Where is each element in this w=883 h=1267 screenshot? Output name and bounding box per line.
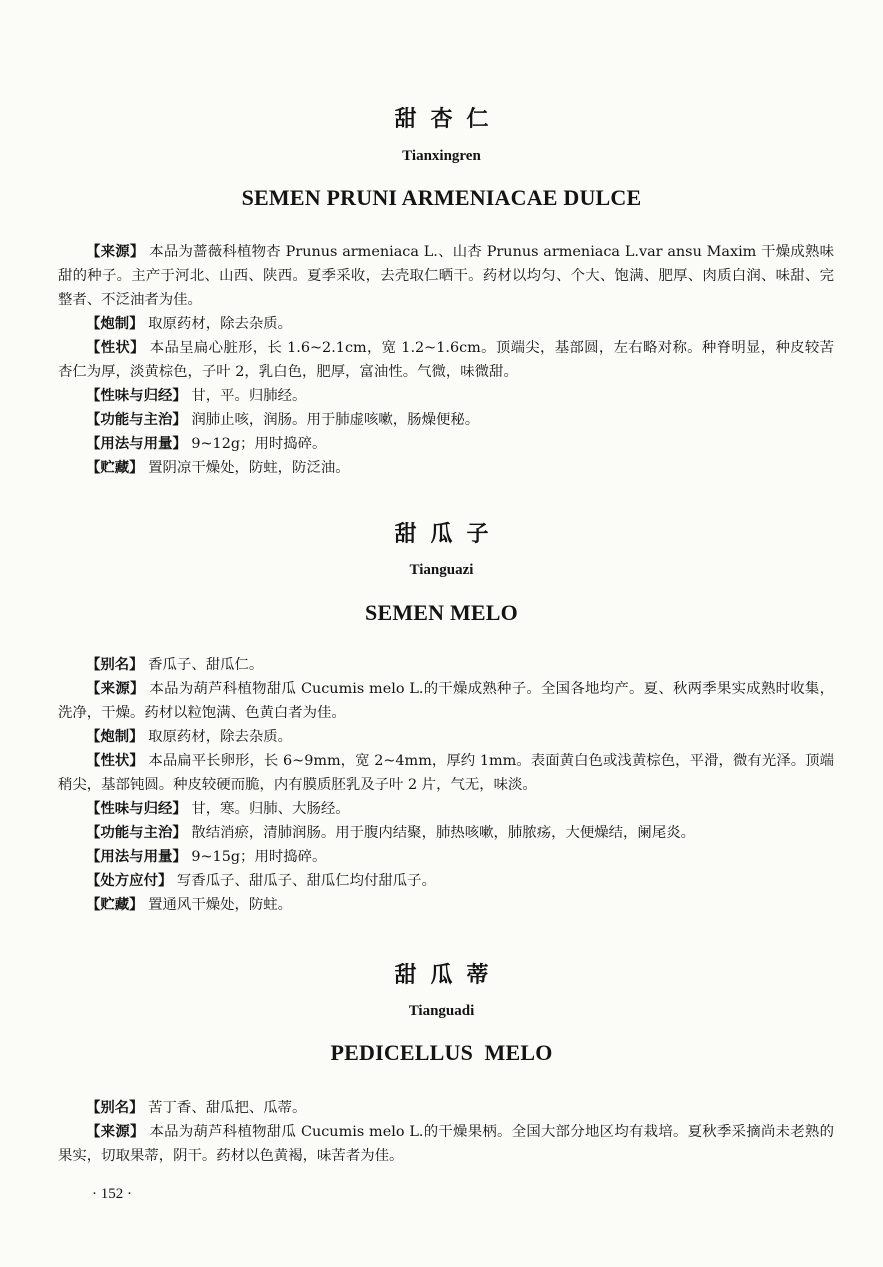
paragraph-tag: 【来源】 bbox=[86, 681, 145, 697]
paragraph-tag: 【性状】 bbox=[86, 753, 144, 769]
paragraph-tag: 【性味与归经】 bbox=[86, 801, 187, 817]
paragraph-tag: 【用法与用量】 bbox=[86, 436, 187, 452]
entry-paragraph bbox=[58, 893, 834, 917]
paragraph-text: 润肺止咳，润肠。用于肺虚咳嗽，肠燥便秘。 bbox=[186, 412, 480, 428]
entry-paragraph bbox=[58, 1120, 834, 1168]
paragraph-text: 取原药材，除去杂质。 bbox=[143, 316, 293, 332]
paragraph-text: 取原药材，除去杂质。 bbox=[143, 729, 293, 745]
entry-paragraph bbox=[58, 312, 834, 336]
entry-title-pinyin: Tianguazi bbox=[409, 562, 474, 578]
entry-paragraph bbox=[58, 821, 834, 845]
paragraph-tag: 【功能与主治】 bbox=[86, 825, 187, 841]
paragraph-tag: 【处方应付】 bbox=[86, 873, 173, 889]
entry-title-latin: SEMEN PRUNI ARMENIACAE DULCE bbox=[241, 185, 642, 210]
entry-title-chinese: 甜瓜蒂 bbox=[394, 963, 503, 988]
paragraph-text: 甘，平。归肺经。 bbox=[186, 388, 307, 404]
entry-paragraph bbox=[58, 869, 834, 893]
paragraph-text: 本品呈扁心脏形，长 1.6~2.1cm，宽 1.2~1.6cm。顶端尖，基部圆，左右略对称。种脊明显，种皮较苦杏仁为厚，淡黄棕色，子叶 2，乳白色，肥厚，富油性。气微，味微甜。 bbox=[58, 340, 834, 380]
paragraph-text: 苦丁香、甜瓜把、瓜蒂。 bbox=[143, 1100, 307, 1116]
paragraph-tag: 【炮制】 bbox=[86, 729, 144, 745]
paragraph-text: 本品为蔷薇科植物杏 Prunus armeniaca L.、山杏 Prunus armeniaca L.var ansu Maxim 干燥成熟味甜的种子。主产于河北、山西、陕西。夏季采收，去壳取仁晒干。药材以均匀、个大、饱满、肥厚、肉质白润、味甜、完整者、不泛油者为佳。 bbox=[58, 244, 834, 308]
paragraph-tag: 【贮藏】 bbox=[86, 460, 144, 476]
paragraph-text: 甘，寒。归肺、大肠经。 bbox=[186, 801, 350, 817]
paragraph-tag: 【性状】 bbox=[86, 340, 145, 356]
entry-title-pinyin: Tianguadi bbox=[408, 1003, 475, 1019]
paragraph-text: 香瓜子、甜瓜仁。 bbox=[143, 657, 264, 673]
paragraph-text: 写香瓜子、甜瓜子、甜瓜仁均付甜瓜子。 bbox=[172, 873, 436, 889]
paragraph-text: 本品扁平长卵形，长 6~9mm，宽 2~4mm，厚约 1mm。表面黄白色或浅黄棕色，平滑，微有光泽。顶端稍尖，基部钝圆。种皮较硬而脆，内有膜质胚乳及子叶 2 片，气无，味淡。 bbox=[58, 753, 834, 793]
paragraph-tag: 【炮制】 bbox=[86, 316, 144, 332]
paragraph-text: 9~12g；用时捣碎。 bbox=[186, 436, 327, 452]
entry-title-pinyin: Tianxingren bbox=[402, 148, 481, 164]
paragraph-text: 本品为葫芦科植物甜瓜 Cucumis melo L.的干燥成熟种子。全国各地均产。夏、秋两季果实成熟时收集，洗净，干燥。药材以粒饱满、色黄白者为佳。 bbox=[58, 681, 834, 721]
entry-paragraph bbox=[58, 240, 834, 312]
entry-title-chinese: 甜杏仁 bbox=[394, 107, 503, 132]
paragraph-text: 置通风干燥处，防蛀。 bbox=[143, 897, 293, 913]
entry-paragraph bbox=[58, 797, 834, 821]
entry-paragraph bbox=[58, 408, 834, 432]
entry-paragraph bbox=[58, 1096, 834, 1120]
paragraph-text: 9~15g；用时捣碎。 bbox=[186, 849, 327, 865]
paragraph-tag: 【来源】 bbox=[86, 244, 145, 260]
entry-paragraph bbox=[58, 336, 834, 384]
entry-paragraph bbox=[58, 456, 834, 480]
paragraph-tag: 【别名】 bbox=[86, 657, 144, 673]
entry-paragraph bbox=[58, 725, 834, 749]
entry-paragraph bbox=[58, 845, 834, 869]
paragraph-text: 本品为葫芦科植物甜瓜 Cucumis melo L.的干燥果柄。全国大部分地区均有栽培。夏秋季采摘尚未老熟的果实，切取果蒂，阴干。药材以色黄褐，味苦者为佳。 bbox=[58, 1124, 834, 1164]
entry-title-latin: SEMEN MELO bbox=[365, 600, 518, 625]
paragraph-text: 置阴凉干燥处，防蛀，防泛油。 bbox=[143, 460, 350, 476]
entry-paragraph bbox=[58, 432, 834, 456]
entry-title-latin: PEDICELLUS MELO bbox=[330, 1040, 553, 1065]
paragraph-tag: 【别名】 bbox=[86, 1100, 144, 1116]
paragraph-tag: 【来源】 bbox=[86, 1124, 145, 1140]
paragraph-tag: 【用法与用量】 bbox=[86, 849, 187, 865]
paragraph-text: 散结消瘀，清肺润肠。用于腹内结聚，肺热咳嗽，肺脓疡，大便燥结，阑尾炎。 bbox=[186, 825, 695, 841]
entry-body bbox=[58, 240, 834, 480]
page-number: · 152 · bbox=[92, 1186, 132, 1202]
entry-title-chinese: 甜瓜子 bbox=[394, 522, 503, 547]
entry-body bbox=[58, 1096, 834, 1168]
entry-paragraph bbox=[58, 677, 834, 725]
entry-paragraph bbox=[58, 384, 834, 408]
paragraph-tag: 【性味与归经】 bbox=[86, 388, 187, 404]
entry-paragraph bbox=[58, 749, 834, 797]
entry-paragraph bbox=[58, 653, 834, 677]
entry-body bbox=[58, 653, 834, 917]
paragraph-tag: 【贮藏】 bbox=[86, 897, 144, 913]
paragraph-tag: 【功能与主治】 bbox=[86, 412, 187, 428]
